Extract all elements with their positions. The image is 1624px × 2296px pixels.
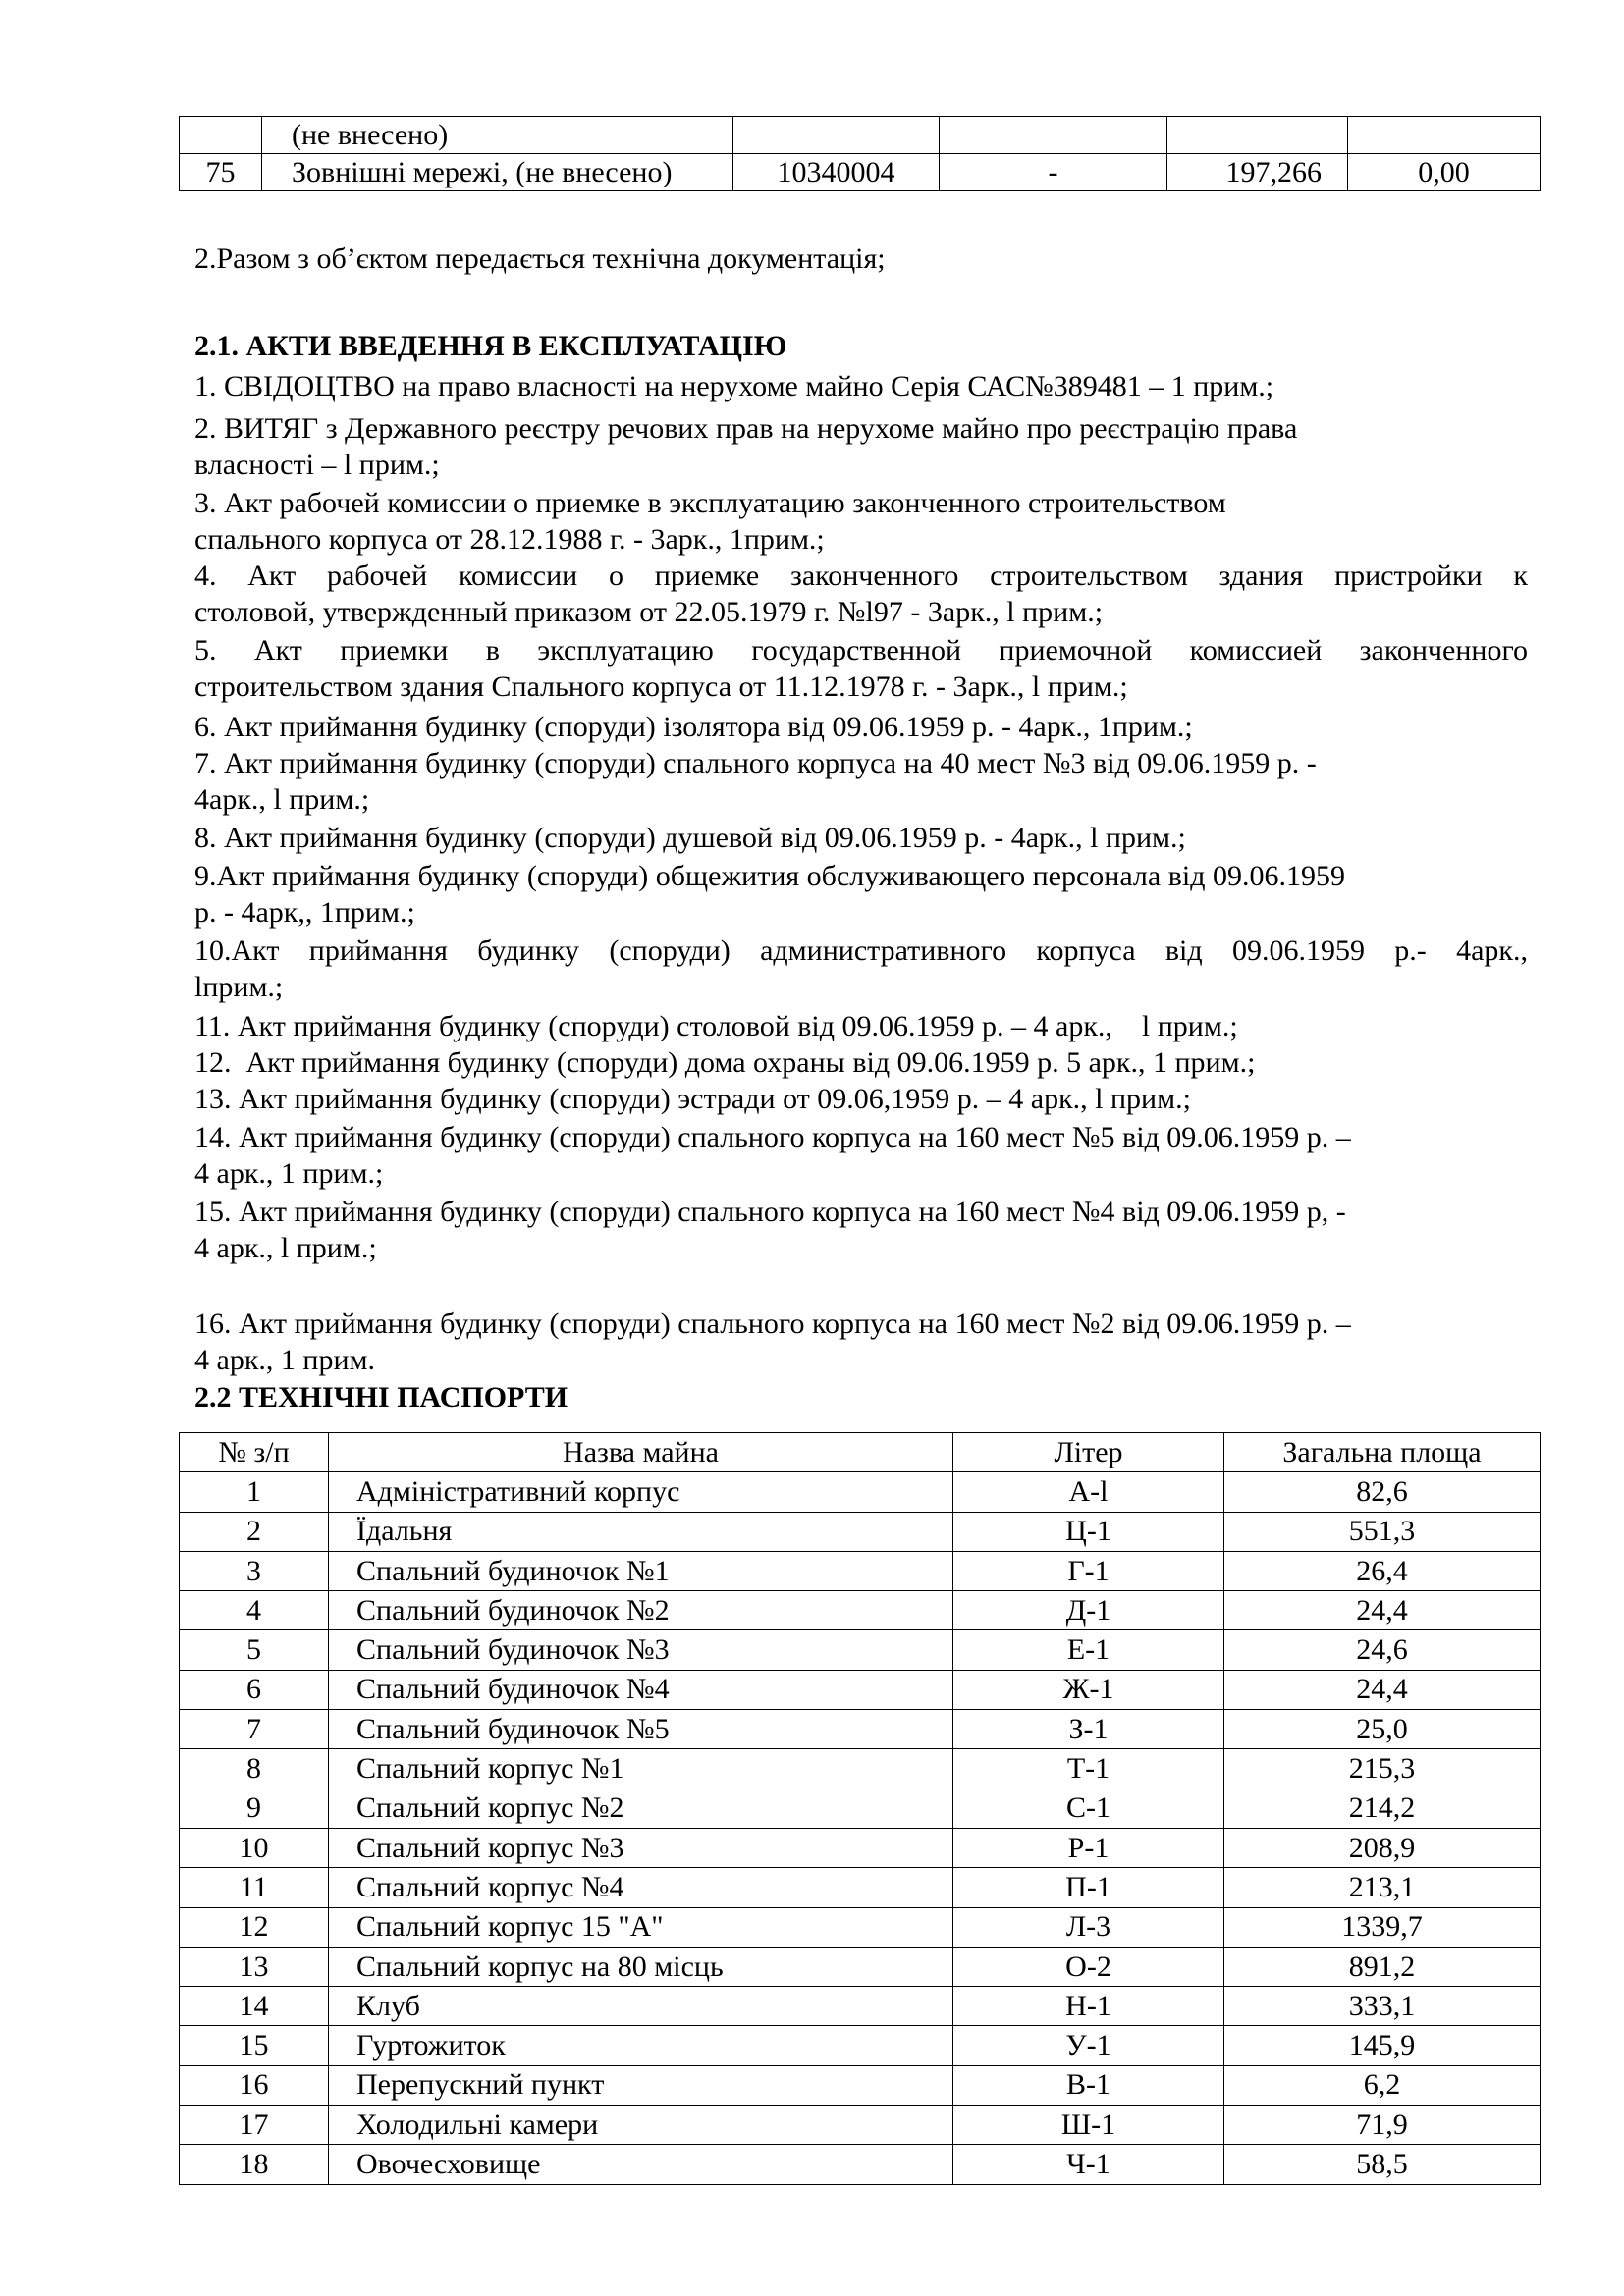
- cell-area: 1339,7: [1224, 1907, 1541, 1947]
- cell-name: Спальний корпус на 80 місць: [329, 1947, 953, 1986]
- cell-number: 10: [180, 1828, 329, 1867]
- table-row: [180, 1987, 1541, 2026]
- cell-letter: Ч-1: [953, 2145, 1224, 2184]
- cell-area: 145,9: [1224, 2026, 1541, 2065]
- cell-letter: Г-1: [953, 1551, 1224, 1590]
- cell-name: Холодильні камери: [329, 2106, 953, 2145]
- list-item-line: 4. Акт рабочей комиссии о приемке законченного строительством здания пристройки к: [194, 560, 1528, 592]
- passport-table: [179, 1432, 1541, 2185]
- cell-name: Гуртожиток: [329, 2026, 953, 2065]
- cell-area: 82,6: [1224, 1472, 1541, 1512]
- table-row: [180, 2065, 1541, 2105]
- cell-number: 17: [180, 2106, 329, 2145]
- cell-letter: Ц-1: [953, 1512, 1224, 1551]
- cell-area: 333,1: [1224, 1987, 1541, 2026]
- cell-area: 24,4: [1224, 1670, 1541, 1709]
- cell-area: 24,6: [1224, 1630, 1541, 1670]
- table-row: [180, 1512, 1541, 1551]
- cell-letter: Ж-1: [953, 1670, 1224, 1709]
- cell-letter: Е-1: [953, 1630, 1224, 1670]
- list-item-continuation: строительством здания Спального корпуса от 11.12.1978 г. - 3арк., l прим.;: [194, 670, 1128, 703]
- cell-number: 1: [180, 1472, 329, 1512]
- list-item: 14. Акт приймання будинку (споруди) спального корпуса на 160 мест №5 від 09.06.1959 р. –: [194, 1121, 1351, 1153]
- cell-area: 215,3: [1224, 1749, 1541, 1789]
- list-item: 1. СВІДОЦТВО на право власності на нерухоме майно Серія САС№389481 – 1 прим.;: [194, 370, 1274, 402]
- cell-letter: С-1: [953, 1789, 1224, 1828]
- cell-letter: З-1: [953, 1710, 1224, 1749]
- cell-area: 26,4: [1224, 1551, 1541, 1590]
- cell-number: 12: [180, 1907, 329, 1947]
- cell-number: 2: [180, 1512, 329, 1551]
- column-header-name: Назва майна: [329, 1433, 953, 1472]
- list-item-line: 5. Акт приемки в эксплуатацию государственной приемочной комиссией законченного: [194, 634, 1528, 667]
- cell-number: 6: [180, 1670, 329, 1709]
- table-row: [180, 1551, 1541, 1590]
- list-item-line: 10.Акт приймання будинку (споруди) административного корпуса від 09.06.1959 р.- 4арк.,: [194, 934, 1528, 967]
- cell-letter: Р-1: [953, 1828, 1224, 1867]
- cell-name: Зовнішні мережі, (не внесено): [262, 154, 733, 191]
- cell-number: 8: [180, 1749, 329, 1789]
- section-2-2-heading: 2.2 ТЕХНІЧНІ ПАСПОРТИ: [194, 1381, 568, 1414]
- table-row: [180, 1947, 1541, 1986]
- list-item-continuation: 4 арк., 1 прим.: [194, 1344, 375, 1376]
- cell-name: Спальний корпус №4: [329, 1868, 953, 1907]
- cell-amount: 197,266: [1167, 154, 1348, 191]
- table-row: [180, 1907, 1541, 1947]
- cell-area: 551,3: [1224, 1512, 1541, 1551]
- list-item: 9.Акт приймання будинку (споруди) общежития обслуживающего персонала від 09.06.1959: [194, 860, 1345, 892]
- cell-number: 7: [180, 1710, 329, 1749]
- table-row: [180, 1472, 1541, 1512]
- cell-area: 71,9: [1224, 2106, 1541, 2145]
- column-header-area: Загальна площа: [1224, 1433, 1541, 1472]
- cell-letter: В-1: [953, 2065, 1224, 2105]
- cell-number: 5: [180, 1630, 329, 1670]
- cell-name: Спальний корпус №2: [329, 1789, 953, 1828]
- list-item: 12. Акт приймання будинку (споруди) дома охраны від 09.06.1959 р. 5 арк., 1 прим.;: [194, 1046, 1256, 1079]
- list-item: 8. Акт приймання будинку (споруди) душевой від 09.06.1959 р. - 4арк., l прим.;: [194, 822, 1186, 854]
- cell-area: 208,9: [1224, 1828, 1541, 1867]
- cell-letter: Л-3: [953, 1907, 1224, 1947]
- cell-code: [733, 117, 940, 154]
- cell-name: Спальний будиночок №5: [329, 1710, 953, 1749]
- cell-name: Спальний корпус №3: [329, 1828, 953, 1867]
- cell-code: 10340004: [733, 154, 940, 191]
- list-item: 11. Акт приймання будинку (споруди) столовой від 09.06.1959 р. – 4 арк., l прим.;: [194, 1010, 1238, 1042]
- list-item: [194, 632, 1528, 705]
- section-2-1-heading: 2.1. АКТИ ВВЕДЕННЯ В ЕКСПЛУАТАЦІЮ: [194, 330, 787, 362]
- cell-number: 18: [180, 2145, 329, 2184]
- cell-name: Спальний будиночок №3: [329, 1630, 953, 1670]
- table-row: [180, 2026, 1541, 2065]
- cell-number: 9: [180, 1789, 329, 1828]
- cell-number: [180, 117, 262, 154]
- list-item: 15. Акт приймання будинку (споруди) спального корпуса на 160 мест №4 від 09.06.1959 р, -: [194, 1196, 1346, 1228]
- cell-dash: -: [940, 154, 1167, 191]
- cell-area: 214,2: [1224, 1789, 1541, 1828]
- cell-name: (не внесено): [262, 117, 733, 154]
- cell-letter: Н-1: [953, 1987, 1224, 2026]
- cell-letter: Т-1: [953, 1749, 1224, 1789]
- cell-value: 0,00: [1348, 154, 1541, 191]
- cell-name: Овочесховище: [329, 2145, 953, 2184]
- cell-name: Спальний корпус 15 "А": [329, 1907, 953, 1947]
- list-item-continuation: р. - 4арк,, 1прим.;: [194, 896, 415, 929]
- list-item-continuation: власності – l прим.;: [194, 449, 440, 481]
- column-header-letter: Літер: [953, 1433, 1224, 1472]
- list-item: 16. Акт приймання будинку (споруди) спального корпуса на 160 мест №2 від 09.06.1959 р. –: [194, 1308, 1351, 1340]
- column-header-number: № з/п: [180, 1433, 329, 1472]
- table-header-row: [180, 1433, 1541, 1472]
- table-row: [180, 1670, 1541, 1709]
- cell-area: 24,4: [1224, 1591, 1541, 1630]
- cell-letter: Ш-1: [953, 2106, 1224, 2145]
- cell-number: 4: [180, 1591, 329, 1630]
- cell-amount: [1167, 117, 1348, 154]
- cell-number: 75: [180, 154, 262, 191]
- cell-number: 15: [180, 2026, 329, 2065]
- list-item-continuation: 4 арк., 1 прим.;: [194, 1157, 384, 1190]
- cell-letter: П-1: [953, 1868, 1224, 1907]
- cell-name: Їдальня: [329, 1512, 953, 1551]
- intro-paragraph: 2.Разом з об’єктом передається технічна документація;: [194, 242, 886, 275]
- table-row: [180, 1749, 1541, 1789]
- cell-name: Спальний будиночок №2: [329, 1591, 953, 1630]
- list-item-continuation: столовой, утвержденный приказом от 22.05.1979 г. №l97 - 3арк., l прим.;: [194, 596, 1104, 628]
- table-row: [180, 2106, 1541, 2145]
- cell-area: 6,2: [1224, 2065, 1541, 2105]
- list-item: 6. Акт приймання будинку (споруди) ізолятора від 09.06.1959 р. - 4арк., 1прим.;: [194, 711, 1193, 743]
- cell-number: 13: [180, 1947, 329, 1986]
- list-item: 13. Акт приймання будинку (споруди) эстради от 09.06,1959 р. – 4 арк., l прим.;: [194, 1083, 1191, 1115]
- list-item: [194, 933, 1528, 1005]
- cell-number: 11: [180, 1868, 329, 1907]
- cell-name: Спальний корпус №1: [329, 1749, 953, 1789]
- cell-letter: О-2: [953, 1947, 1224, 1986]
- cell-number: 14: [180, 1987, 329, 2026]
- cell-letter: А-l: [953, 1472, 1224, 1512]
- table-row: [180, 117, 1541, 154]
- list-item-continuation: 4арк., l прим.;: [194, 783, 370, 816]
- cell-name: Адміністративний корпус: [329, 1472, 953, 1512]
- table-row: [180, 1789, 1541, 1828]
- cell-number: 16: [180, 2065, 329, 2105]
- cell-area: 891,2: [1224, 1947, 1541, 1986]
- cell-area: 25,0: [1224, 1710, 1541, 1749]
- table-row: [180, 1630, 1541, 1670]
- table-row: [180, 1591, 1541, 1630]
- cell-letter: Д-1: [953, 1591, 1224, 1630]
- list-item-continuation: lприм.;: [194, 971, 284, 1003]
- table-row: [180, 1828, 1541, 1867]
- table-row: [180, 1868, 1541, 1907]
- cell-name: Спальний будиночок №4: [329, 1670, 953, 1709]
- cell-value: [1348, 117, 1541, 154]
- table-row: [180, 2145, 1541, 2184]
- cell-name: Спальний будиночок №1: [329, 1551, 953, 1590]
- cell-name: Перепускний пункт: [329, 2065, 953, 2105]
- cell-number: 3: [180, 1551, 329, 1590]
- list-item: 7. Акт приймання будинку (споруди) спального корпуса на 40 мест №3 від 09.06.1959 р. -: [194, 747, 1317, 779]
- cell-area: 213,1: [1224, 1868, 1541, 1907]
- top-table: [179, 116, 1541, 191]
- table-row: [180, 154, 1541, 191]
- cell-area: 58,5: [1224, 2145, 1541, 2184]
- cell-name: Клуб: [329, 1987, 953, 2026]
- list-item-continuation: 4 арк., l прим.;: [194, 1232, 377, 1264]
- list-item: 2. ВИТЯГ з Державного реєстру речових прав на нерухоме майно про реєстрацію права: [194, 412, 1298, 445]
- table-row: [180, 1710, 1541, 1749]
- cell-dash: [940, 117, 1167, 154]
- list-item: [194, 558, 1528, 630]
- cell-letter: У-1: [953, 2026, 1224, 2065]
- list-item-continuation: спального корпуса от 28.12.1988 г. - 3арк., 1прим.;: [194, 523, 825, 556]
- list-item: 3. Акт рабочей комиссии о приемке в эксплуатацию законченного строительством: [194, 487, 1226, 519]
